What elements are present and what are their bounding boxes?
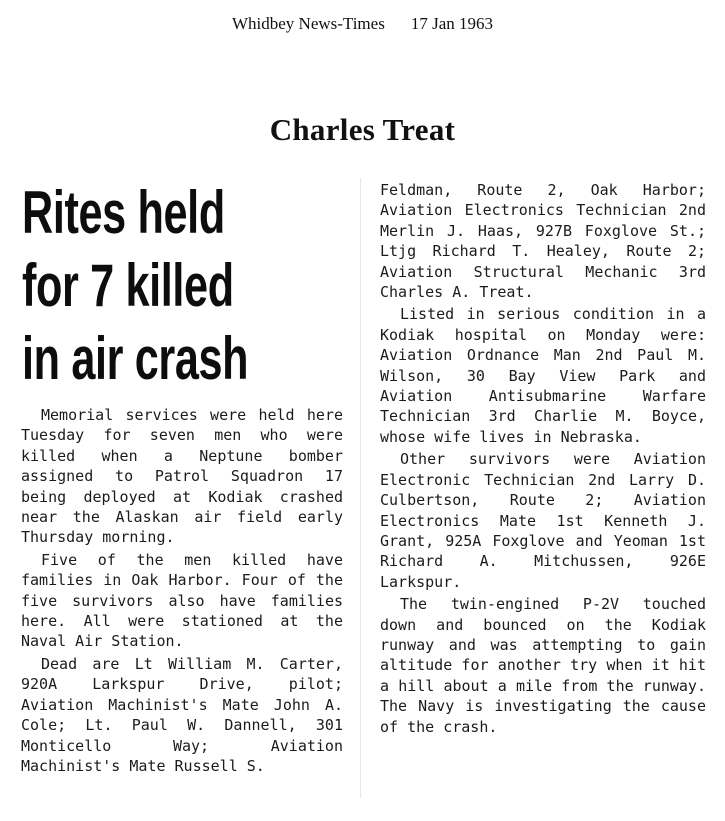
- article-paragraph: Memorial services were held here Tuesday for seven men who were killed when a Neptune bomber assigned to Patrol Squadron 17 being deployed at Kodiak crashed near the Alaskan air field early Thursday morning.: [21, 406, 343, 547]
- publication-date: 17 Jan 1963: [410, 14, 493, 33]
- clipping-title: Charles Treat: [269, 112, 456, 147]
- headline-line-1: Rites held: [22, 179, 225, 246]
- article-column-right: [380, 180, 706, 739]
- article-paragraph: Listed in serious condition in a Kodiak hospital on Monday were: Aviation Ordnance Man 2nd Paul M. Wilson, 30 Bay View Park and Aviation Antisubmarine Warfare Technician 3rd Charlie M. Boyce, whose wife lives in Nebraska.: [380, 305, 706, 446]
- article-paragraph: Dead are Lt William M. Carter, 920A Larkspur Drive, pilot; Aviation Machinist's Mate John A. Cole; Lt. Paul W. Dannell, 301 Monticello Way; Aviation Machinist's Mate Russell S.: [21, 654, 343, 775]
- article-paragraph: Feldman, Route 2, Oak Harbor; Aviation Electronics Technician 2nd Merlin J. Haas, 927B Foxglove St.; Ltjg Richard T. Healey, Route 2; Aviation Structural Mechanic 3rd Charles A. Treat.: [380, 181, 706, 302]
- article-paragraph: Other survivors were Aviation Electronic Technician 2nd Larry D. Culbertson, Route 2; Aviation Electronics Mate 1st Kenneth J. Grant, 925A Foxglove and Yeoman 1st Richard A. Mitchussen, 926E Larkspur.: [380, 450, 706, 591]
- article-paragraph: The twin-engined P-2V touched down and bounced on the Kodiak runway and was attempting to gain altitude for another try when it hit a hill about a mile from the runway. The Navy is investigating the cause of the crash.: [380, 595, 706, 736]
- headline-line-3: in air crash: [22, 325, 249, 392]
- publication-name: Whidbey News-Times: [231, 14, 385, 33]
- headline-line-2: for 7 killed: [22, 252, 234, 319]
- headline: [22, 176, 252, 395]
- article-paragraph: Five of the men killed have families in Oak Harbor. Four of the five survivors also have families here. All were stationed at the Naval Air Station.: [21, 550, 343, 651]
- source-line: [0, 14, 725, 34]
- column-divider: [360, 178, 361, 798]
- article-column-left: [21, 405, 343, 778]
